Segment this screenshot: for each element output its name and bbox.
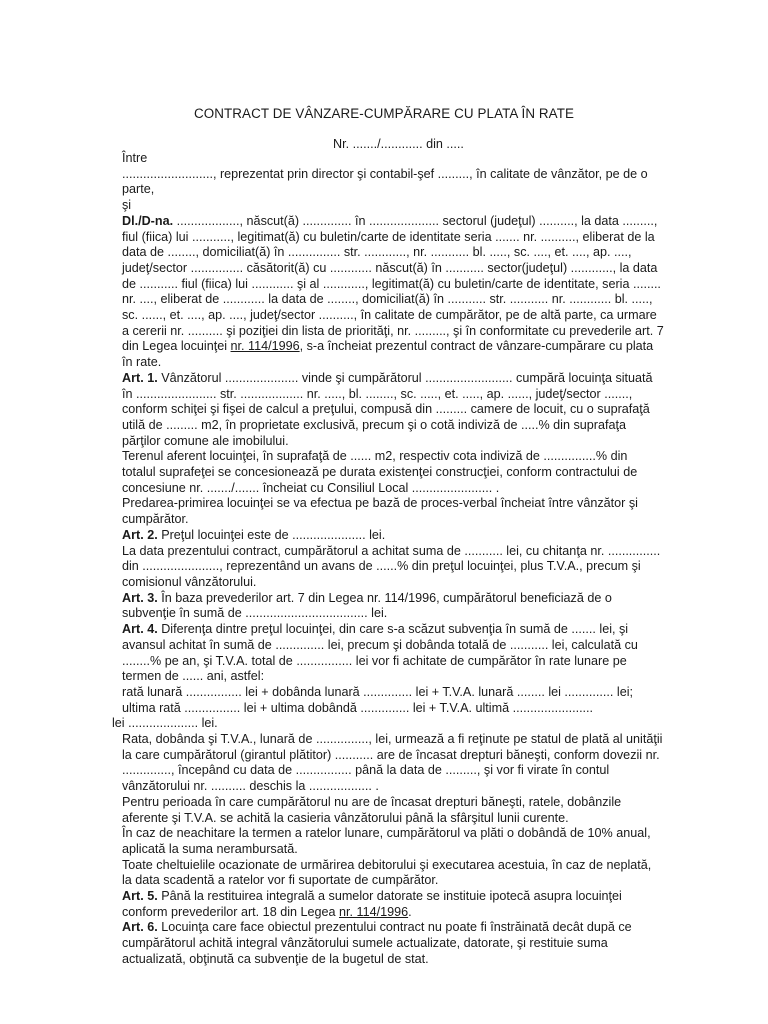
art1-handover-paragraph: Predarea-primirea locuinţei se va efectua pe bază de proces-verbal încheiat între vânzător şi cumpărător. [122, 496, 638, 527]
art2-text: Preţul locuinţei este de ..................... lei. [157, 527, 386, 542]
art5-text: Până la restituirea integrală a sumelor datorate se instituie ipotecă asupra locuinţei conform prevederilor art. 18 din Legea [122, 889, 622, 919]
art3-text: În baza prevederilor art. 7 din Legea nr. 114/1996, cumpărătorul beneficiază de o subvenţie în sumă de ................................... lei. [122, 590, 612, 621]
art4-deduction-paragraph: Rata, dobânda şi T.V.A., lunară de ..............., lei, urmează a fi reţinute pe statul de plată al unităţii la care cumpărătorul (girantul plătitor) ........... are de încasat drepturi băneşti, conform dovezii nr. .............., începând cu data de ................ până la data de ........., şi vor fi virate în contul vânzătorului nr. .......... deschis la .................. . [122, 732, 663, 794]
art4-paragraph [112, 622, 664, 685]
art4-penalty-paragraph: În caz de neachitare la termen a ratelor lunare, cumpărătorul va plăti o dobândă de 10% anual, aplicată la suma nerambursată. [122, 826, 651, 856]
art4-last-rate-line: ultima rată ................ lei + ultima dobândă .............. lei + T.V.A. ultimă ....................... [122, 700, 594, 715]
buyer-paragraph [112, 214, 664, 371]
art3-label: Art. 3. [122, 590, 158, 605]
art1-text: Vânzătorul ..................... vinde şi cumpărătorul ......................... cumpără locuinţa situată în ....................... str. .................. nr. ....., bl. ........, sc. ....., et. ....., ap. ......, judeţ/sector ......., conform schiţei şi fişei de calcul a preţului, compusă din ......... camere de locuit, cu o suprafaţă utilă de ......... m2, în proprietate exclusivă, precum şi o cotă indiviză de .....% din suprafaţa părţilor comune ale imobilului. [122, 370, 653, 448]
art4-monthly-rate-line: rată lunară ................ lei + dobânda lunară .............. lei + T.V.A. lunară ........ lei .............. lei; [122, 684, 633, 699]
art5-label: Art. 5. [122, 889, 158, 904]
art5-end: . [408, 904, 412, 919]
art1-paragraph [112, 371, 664, 450]
contract-number-line: Nr. ......./............ din ..... [333, 137, 464, 151]
law-reference-link[interactable]: nr. 114/1996 [339, 904, 409, 919]
art5-paragraph [112, 889, 664, 920]
art6-label: Art. 6. [122, 920, 158, 935]
document-title: CONTRACT DE VÂNZARE-CUMPĂRARE CU PLATA ÎN RATE [193, 106, 575, 121]
art4-last-total: lei .................... lei. [112, 716, 218, 731]
art1-land-paragraph: Terenul aferent locuinţei, în suprafaţă de ...... m2, respectiv cota indiviză de ...............% din totalul suprafeţei se concesionează pe durata existenţei construcţiei, conform contractului de concesiune nr. ......./....... încheiat cu Consiliul Local ....................... . [122, 449, 638, 495]
art2-label: Art. 2. [122, 527, 158, 542]
intro-intre: Între [122, 151, 148, 165]
art4-label: Art. 4. [122, 622, 158, 637]
art3-paragraph [112, 591, 664, 622]
art4-text: Diferenţa dintre preţul locuinţei, din care s-a scăzut subvenţia în sumă de ....... lei, şi avansul achitat în sumă de .............. lei, precum şi dobânda totală de ........... lei, calculată cu ........% pe an, şi T.V.A. total de ................ lei vor fi achitate de cumpărător în rate lunare pe termen de ...... ani, astfel: [122, 622, 638, 684]
art2-paragraph [112, 528, 664, 544]
buyer-prefix: Dl./D-na. [122, 213, 174, 228]
art4-cashier-paragraph: Pentru perioada în care cumpărătorul nu are de încasat drepturi băneşti, ratele, dobânzile aferente şi T.V.A. se achită la casieria vânzătorului până la sfârşitul lunii curente. [122, 794, 622, 825]
law-reference-link[interactable]: nr. 114/1996 [230, 339, 300, 354]
intro-si: şi [122, 198, 132, 213]
art2-payment-paragraph: La data prezentului contract, cumpărătorul a achitat suma de ........... lei, cu chitanţa nr. ............... din ......................, reprezentând un avans de ......% din preţul locuinţei, plus T.V.A., precum şi comisionul vânzătorului. [122, 543, 661, 589]
art6-text: Locuinţa care face obiectul prezentului contract nu poate fi înstrăinată decât după ce cumpărătorul achită integral vânzătorului sumele actualizate, datorate, şi restituie suma actualizată, obţinută ca subvenţie de la bugetul de stat. [122, 920, 632, 966]
buyer-text: .................., născut(ă) .............. în .................... sectorul (judeţul) .........., la data ........., fiul (fiica) lui ..........., legitimat(ă) cu buletin/carte de identitate seria ....... nr. .........., eliberat de la data de ........, domiciliat(ă) în ............... str. ............, nr. ........... bl. ....., sc. ...., et. ...., ap. ...., judeţ/sector ............... căsătorit(ă) cu ............ născut(ă) în ........... sector(judeţul) ............, la data de ........... fiul (fiica) lui ............ şi al ............, legitimat(ă) cu buletin/carte de identitate, seria ........ nr. ...., eliberat de ............ la data de ........, domiciliat(ă) în ........... str. ........... nr. ............ bl. ....., sc. ......, et. ...., ap. ...., judeţ/sector .........., în calitate de cumpărător, pe de altă parte, ca urmare a cererii nr. .......... şi poziţiei din lista de priorităţi, nr. ........., şi în conformitate cu prevederile art. 7 din Legea locuinţei [122, 213, 664, 354]
art4-costs-paragraph: Toate cheltuielile ocazionate de urmărirea debitorului şi executarea acestuia, în caz de neplată, la data scadentă a ratelor vor fi suportate de cumpărător. [122, 857, 652, 888]
art1-label: Art. 1. [122, 370, 158, 385]
seller-paragraph: .........................., reprezentat prin director şi contabil-şef ........., în calitate de vânzător, pe de o parte, [122, 166, 648, 197]
buyer-end: , s-a încheiat prezentul contract de vânzare-cumpărare cu plata în rate. [122, 339, 654, 370]
art6-paragraph [112, 920, 664, 967]
contract-body [112, 151, 664, 968]
